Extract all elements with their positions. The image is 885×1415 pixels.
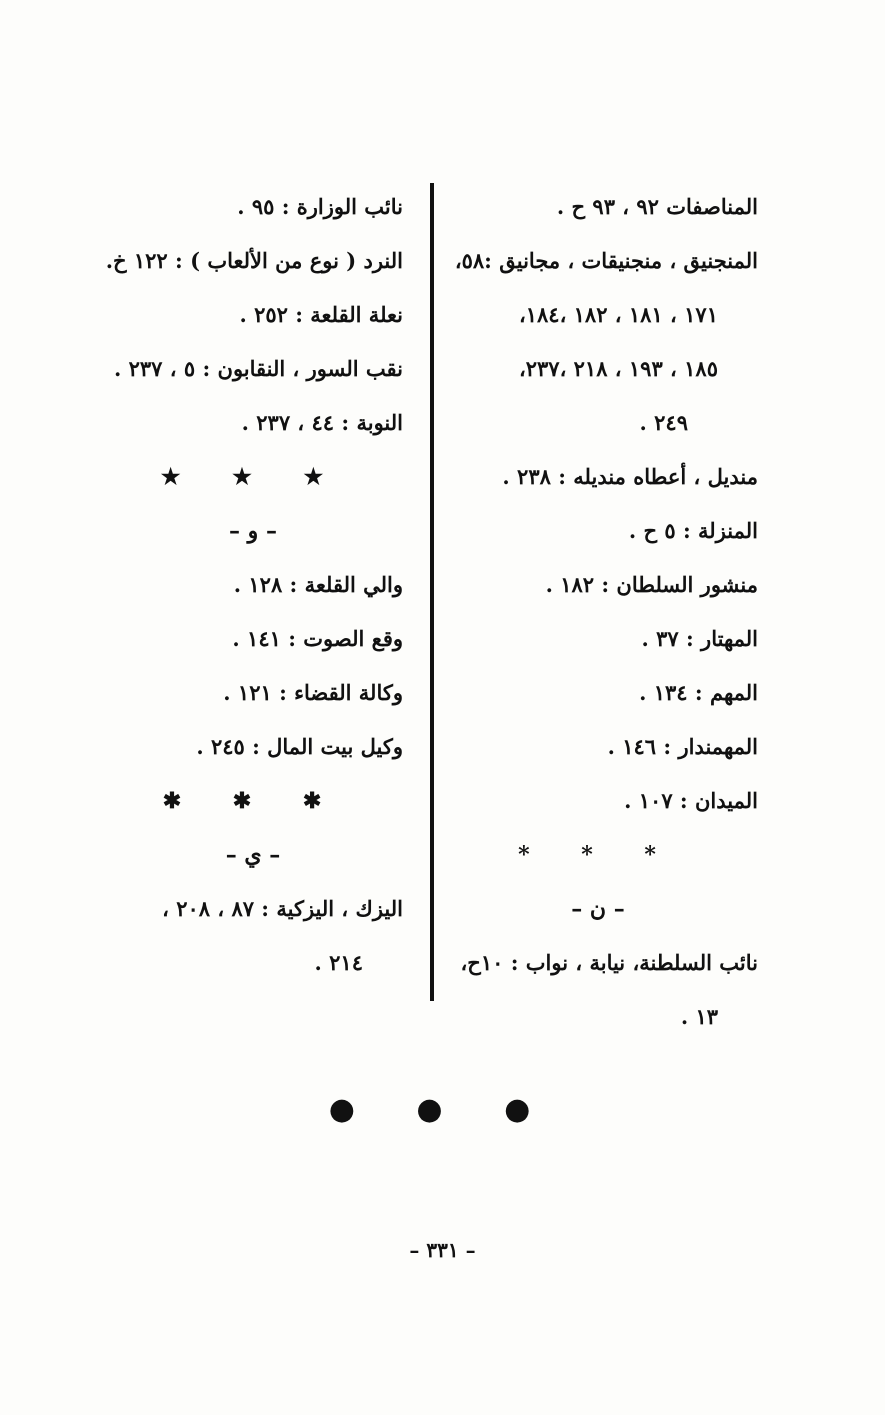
- index-entry: المنزلة : ٥ ح .: [628, 518, 758, 543]
- column-divider: [430, 183, 434, 1001]
- index-entry: المهم : ١٣٤ .: [639, 680, 758, 705]
- section-letter-heading: – ي –: [225, 842, 281, 868]
- index-entry: الميدان : ١٠٧ .: [624, 788, 758, 813]
- index-entry: المناصفات ٩٢ ، ٩٣ ح .: [556, 194, 758, 219]
- index-entry-continuation: ١٣ .: [680, 1004, 718, 1029]
- index-entry: النوبة : ٤٤ ، ٢٣٧ .: [241, 410, 403, 435]
- index-entry: وقع الصوت : ١٤١ .: [232, 626, 403, 651]
- index-entry: نعلة القلعة : ٢٥٢ .: [239, 302, 403, 327]
- index-entry: المهتار : ٣٧ .: [641, 626, 758, 651]
- page-number: – ٣٣١ –: [409, 1238, 476, 1262]
- index-entry: نقب السور ، النقابون : ٥ ، ٢٣٧ .: [114, 356, 403, 381]
- index-entry-continuation: ٢١٤ .: [314, 950, 363, 975]
- index-entry: النرد ( نوع من الألعاب ) : ١٢٢ خ.: [105, 248, 403, 273]
- index-entry: منشور السلطان : ١٨٢ .: [545, 572, 758, 597]
- index-entry: المهمندار : ١٤٦ .: [607, 734, 758, 759]
- section-separator-stars: ★ ★ ★: [160, 464, 346, 490]
- index-entry-continuation: ١٧١ ، ١٨١ ، ١٨٢ ،١٨٤،: [518, 302, 718, 327]
- index-entry: وكالة القضاء : ١٢١ .: [223, 680, 403, 705]
- section-letter-heading: – و –: [229, 518, 277, 544]
- index-entry: وكيل بيت المال : ٢٤٥ .: [196, 734, 403, 759]
- index-entry-continuation: ١٨٥ ، ١٩٣ ، ٢١٨ ،٢٣٧،: [518, 356, 718, 381]
- index-column-left: [103, 180, 403, 990]
- section-separator-stars: ✱ ✱ ✱: [162, 788, 344, 814]
- index-column-right: [438, 180, 758, 1044]
- index-entry-continuation: ٢٤٩ .: [639, 410, 688, 435]
- index-entry: نائب الوزارة : ٩٥ .: [237, 194, 403, 219]
- end-of-section-dots: ● ● ●: [328, 1092, 557, 1127]
- index-entry: اليزك ، اليزكية : ٨٧ ، ٢٠٨ ،: [162, 896, 403, 921]
- index-entry: نائب السلطنة، نيابة ، نواب : ١٠ح،: [460, 950, 758, 975]
- index-entry: المنجنيق ، منجنيقات ، مجانيق :٥٨،: [454, 248, 758, 273]
- index-entry: منديل ، أعطاه منديله : ٢٣٨ .: [502, 464, 758, 489]
- section-letter-heading: – ن –: [571, 896, 625, 922]
- index-entry: والي القلعة : ١٢٨ .: [233, 572, 403, 597]
- section-separator-stars: * * *: [518, 842, 678, 868]
